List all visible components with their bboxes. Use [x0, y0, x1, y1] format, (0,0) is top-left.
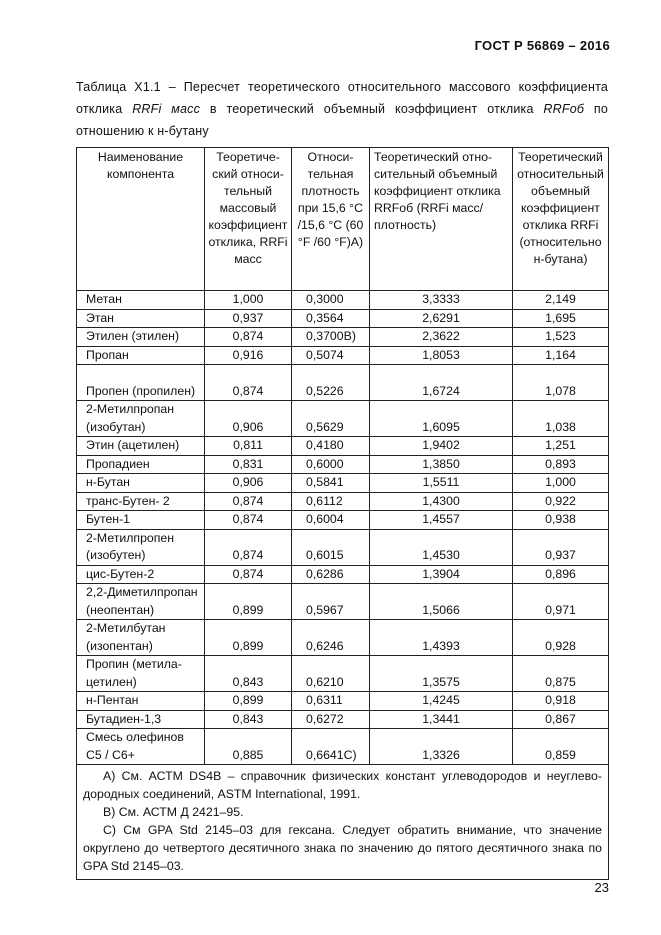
- relative-rrf-cell: 0,893: [513, 455, 609, 474]
- relative-rrf-cell: 1,164: [513, 346, 609, 365]
- relative-rrf-cell: 1,251: [513, 437, 609, 456]
- volume-rrf-cell: 1,3904: [370, 565, 513, 584]
- footnote-b: В) См. АСТМ Д 2421–95.: [103, 805, 244, 819]
- table-row: [77, 529, 609, 565]
- component-name-cell: 2,2-Диметилпропан (неопентан): [77, 584, 205, 620]
- density-cell: 0,6015: [292, 529, 370, 565]
- table-caption: [76, 76, 608, 142]
- density-cell: 0,6000: [292, 455, 370, 474]
- mass-rrf-cell: 0,874: [205, 529, 292, 565]
- mass-rrf-cell: 0,899: [205, 692, 292, 711]
- volume-rrf-cell: 3,3333: [370, 291, 513, 310]
- density-cell: 0,5967: [292, 584, 370, 620]
- volume-rrf-cell: 1,3850: [370, 455, 513, 474]
- component-name-cell: Пропадиен: [77, 455, 205, 474]
- relative-rrf-cell: 1,078: [513, 365, 609, 401]
- mass-rrf-cell: 0,874: [205, 328, 292, 347]
- component-name-cell: Смесь олефинов С5 / С6+: [77, 729, 205, 765]
- mass-rrf-cell: 0,906: [205, 401, 292, 437]
- caption-rrf-mass: RRFi масс: [132, 102, 201, 116]
- volume-rrf-cell: 1,4557: [370, 511, 513, 530]
- table-row: [77, 656, 609, 692]
- component-name-cell: Этин (ацетилен): [77, 437, 205, 456]
- table-row: [77, 291, 609, 310]
- table-row: [77, 365, 609, 401]
- mass-rrf-cell: 0,843: [205, 710, 292, 729]
- component-name-cell: цис-Бутен-2: [77, 565, 205, 584]
- density-cell: 0,6210: [292, 656, 370, 692]
- caption-middle: в теоретический объемный коэффициент отклика: [200, 102, 544, 116]
- density-cell: 0,5074: [292, 346, 370, 365]
- volume-rrf-cell: 1,6724: [370, 365, 513, 401]
- volume-rrf-cell: 1,6095: [370, 401, 513, 437]
- density-cell: 0,3000: [292, 291, 370, 310]
- mass-rrf-cell: 0,916: [205, 346, 292, 365]
- table-row: [77, 437, 609, 456]
- mass-rrf-cell: 0,811: [205, 437, 292, 456]
- table-row: [77, 692, 609, 711]
- density-cell: 0,6272: [292, 710, 370, 729]
- relative-rrf-cell: 0,867: [513, 710, 609, 729]
- mass-rrf-cell: 0,843: [205, 656, 292, 692]
- relative-rrf-cell: 1,038: [513, 401, 609, 437]
- relative-rrf-cell: 0,922: [513, 492, 609, 511]
- mass-rrf-cell: 1,000: [205, 291, 292, 310]
- table-row: [77, 710, 609, 729]
- volume-rrf-cell: 2,6291: [370, 309, 513, 328]
- component-name-cell: Метан: [77, 291, 205, 310]
- density-cell: 0,4180: [292, 437, 370, 456]
- relative-rrf-cell: 0,971: [513, 584, 609, 620]
- caption-suffix: по отношению к н-бутану: [76, 102, 609, 138]
- density-cell: 0,5629: [292, 401, 370, 437]
- component-name-cell: н-Бутан: [77, 474, 205, 493]
- relative-rrf-cell: 0,918: [513, 692, 609, 711]
- table-row: [77, 309, 609, 328]
- relative-rrf-cell: 2,149: [513, 291, 609, 310]
- density-cell: 0,3700В): [292, 328, 370, 347]
- mass-rrf-cell: 0,906: [205, 474, 292, 493]
- component-name-cell: Бутадиен-1,3: [77, 710, 205, 729]
- relative-rrf-cell: 0,859: [513, 729, 609, 765]
- relative-rrf-cell: 0,875: [513, 656, 609, 692]
- column-header-relative-rrf: Теоретический относительный объемный коэффициент отклика RRFi (относительно н-бутана): [513, 148, 609, 291]
- relative-rrf-cell: 1,000: [513, 474, 609, 493]
- component-name-cell: Бутен-1: [77, 511, 205, 530]
- volume-rrf-cell: 1,3575: [370, 656, 513, 692]
- caption-rrf-vol: RRFоб: [543, 102, 585, 116]
- column-header-density: Относительная плотность при 15,6 °С /15,6 °С (60 °F /60 °F)А): [292, 148, 370, 291]
- mass-rrf-cell: 0,874: [205, 565, 292, 584]
- component-name-cell: Этан: [77, 309, 205, 328]
- relative-rrf-cell: 1,523: [513, 328, 609, 347]
- table-row: [77, 474, 609, 493]
- relative-rrf-cell: 0,937: [513, 529, 609, 565]
- mass-rrf-cell: 0,874: [205, 511, 292, 530]
- mass-rrf-cell: 0,899: [205, 620, 292, 656]
- volume-rrf-cell: 1,3326: [370, 729, 513, 765]
- relative-rrf-cell: 0,938: [513, 511, 609, 530]
- component-name-cell: Пропен (пропилен): [77, 365, 205, 401]
- table-row: [77, 511, 609, 530]
- mass-rrf-cell: 0,885: [205, 729, 292, 765]
- table-row: [77, 492, 609, 511]
- mass-rrf-cell: 0,874: [205, 365, 292, 401]
- density-cell: 0,5841: [292, 474, 370, 493]
- component-name-cell: 2-Метилпропан (изобутан): [77, 401, 205, 437]
- component-name-cell: Этилен (этилен): [77, 328, 205, 347]
- component-name-cell: 2-Метилпропен (изобутен): [77, 529, 205, 565]
- volume-rrf-cell: 1,4300: [370, 492, 513, 511]
- density-cell: 0,6311: [292, 692, 370, 711]
- mass-rrf-cell: 0,874: [205, 492, 292, 511]
- volume-rrf-cell: 1,5511: [370, 474, 513, 493]
- relative-rrf-cell: 0,896: [513, 565, 609, 584]
- component-name-cell: Пропан: [77, 346, 205, 365]
- density-cell: 0,3564: [292, 309, 370, 328]
- document-header: ГОСТ Р 56869 – 2016: [474, 38, 610, 53]
- component-name-cell: Пропин (метилацетилен): [77, 656, 205, 692]
- column-header-component: Наименование компонента: [77, 148, 205, 291]
- volume-rrf-cell: 2,3622: [370, 328, 513, 347]
- volume-rrf-cell: 1,4530: [370, 529, 513, 565]
- density-cell: 0,6112: [292, 492, 370, 511]
- footnote-a: А) См. АСТМ DS4B – справочник физических констант углеводородов и неуглеводородных соединений, ASTM International, 1991.: [83, 769, 602, 801]
- volume-rrf-cell: 1,5066: [370, 584, 513, 620]
- volume-rrf-cell: 1,8053: [370, 346, 513, 365]
- volume-rrf-cell: 1,4245: [370, 692, 513, 711]
- column-header-volume-rrf: Теоретический относительный объемный коэффициент отклика RRFоб (RRFi масс/плотность): [370, 148, 513, 291]
- density-cell: 0,6286: [292, 565, 370, 584]
- component-name-cell: н-Пентан: [77, 692, 205, 711]
- mass-rrf-cell: 0,937: [205, 309, 292, 328]
- density-cell: 0,6004: [292, 511, 370, 530]
- table-row: [77, 584, 609, 620]
- page-number: 23: [594, 880, 609, 895]
- relative-rrf-cell: 1,695: [513, 309, 609, 328]
- table-row: [77, 620, 609, 656]
- table-footnotes: [77, 765, 609, 880]
- component-name-cell: 2-Метилбутан (изопентан): [77, 620, 205, 656]
- table-row: [77, 401, 609, 437]
- table-body: [77, 291, 609, 765]
- caption-prefix: Таблица Х1.1 – Пересчет теоретического относительного массового коэффициента отклика: [76, 80, 608, 116]
- volume-rrf-cell: 1,4393: [370, 620, 513, 656]
- relative-rrf-cell: 0,928: [513, 620, 609, 656]
- table-row: [77, 346, 609, 365]
- mass-rrf-cell: 0,831: [205, 455, 292, 474]
- density-cell: 0,5226: [292, 365, 370, 401]
- mass-rrf-cell: 0,899: [205, 584, 292, 620]
- table-row: [77, 455, 609, 474]
- density-cell: 0,6246: [292, 620, 370, 656]
- density-cell: 0,6641С): [292, 729, 370, 765]
- column-header-mass-rrf: Теоретический относительный массовый коэффициент отклика, RRFi масс: [205, 148, 292, 291]
- volume-rrf-cell: 1,9402: [370, 437, 513, 456]
- component-name-cell: транс-Бутен- 2: [77, 492, 205, 511]
- volume-rrf-cell: 1,3441: [370, 710, 513, 729]
- table-row: [77, 328, 609, 347]
- table-row: [77, 565, 609, 584]
- footnote-c: С) См GPA Std 2145–03 для гексана. Следует обратить внимание, что значение округлено до четвертого десятичного знака по значению до пятого десятичного знака по GPA Std 2145–03.: [83, 823, 602, 873]
- conversion-table: [76, 147, 609, 880]
- table-row: [77, 729, 609, 765]
